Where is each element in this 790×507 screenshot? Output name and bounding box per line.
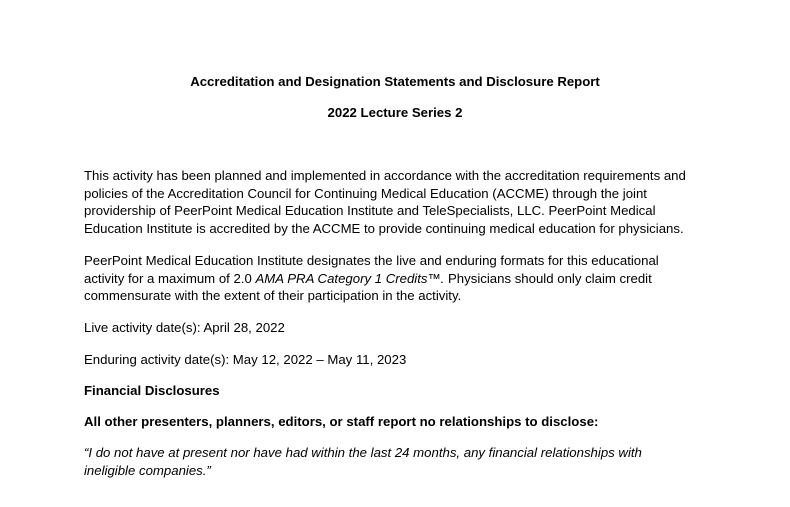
accreditation-line: This activity has been planned and implemented in accordance with the accreditation requirements and [84,168,686,183]
designation-line-credits [84,270,724,288]
designation-text: Physicians should only claim credit [444,270,652,286]
no-relationships-statement: All other presenters, planners, editors, or staff report no relationships to disclose: [84,414,599,429]
quote-line: ineligible companies.” [84,462,211,478]
accreditation-line: providership of PeerPoint Medical Education Institute and TeleSpecialists, LLC. PeerPoint Medical [84,203,656,218]
designation-text: activity for a maximum of 2.0 [84,270,256,286]
credit-designation: AMA PRA Category 1 Credits™. [255,270,445,286]
document-subtitle: 2022 Lecture Series 2 [327,105,463,120]
quote-line: “I do not have at present nor have had within the last 24 months, any financial relationships with [84,445,642,460]
designation-line: commensurate with the extent of their participation in the activity. [84,288,462,303]
accreditation-line: Education Institute is accredited by the ACCME to provide continuing medical education for physicians. [84,220,684,236]
designation-statement [84,252,724,305]
enduring-activity-date: Enduring activity date(s): May 12, 2022 – May 11, 2023 [84,352,407,367]
accreditation-line: policies of the Accreditation Council for Continuing Medical Education (ACCME) through the joint [84,185,647,201]
document-title: Accreditation and Designation Statements and Disclosure Report [190,74,600,89]
financial-disclosures-heading: Financial Disclosures [84,383,220,398]
accreditation-statement [84,167,724,237]
designation-line: PeerPoint Medical Education Institute designates the live and enduring formats for this educational [84,253,659,268]
live-activity-date: Live activity date(s): April 28, 2022 [84,320,285,335]
disclosure-quote [84,444,724,479]
